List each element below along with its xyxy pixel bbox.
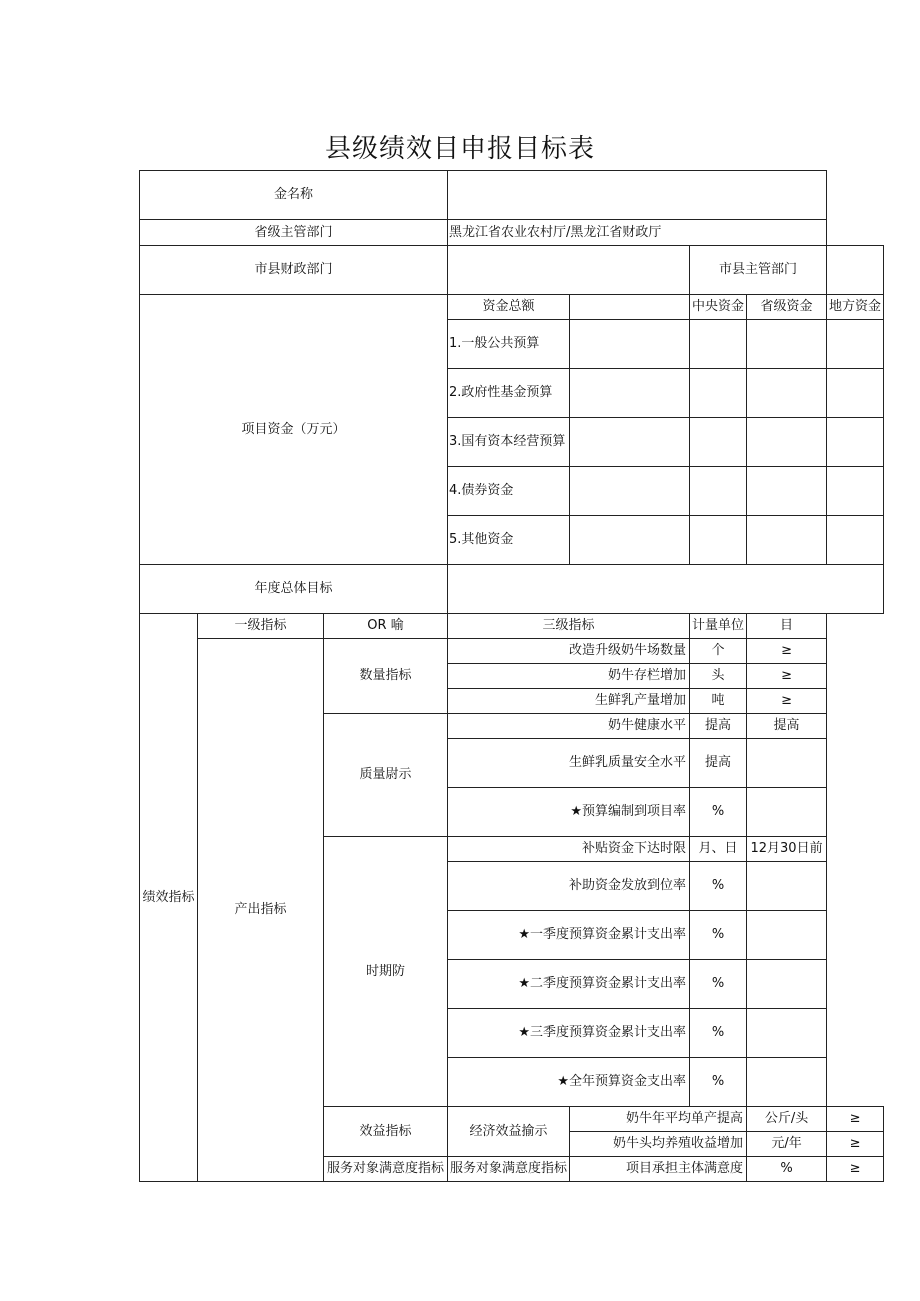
- fund-cell[interactable]: [827, 369, 884, 418]
- fund-row-label: 2.政府性基金预算: [448, 369, 570, 418]
- indicator-unit: %: [747, 1157, 827, 1182]
- service-indicator-l1: 服务对象满意度指标: [324, 1157, 448, 1182]
- indicator-unit: 月、日: [690, 837, 747, 862]
- indicator-target[interactable]: 提高: [747, 714, 827, 739]
- fund-name-value[interactable]: [448, 171, 827, 220]
- indicator-name: ★三季度预算资金累计支出率: [448, 1009, 690, 1058]
- indicator-name: 生鲜乳质量安全水平: [448, 739, 690, 788]
- col-total-value: [570, 295, 690, 320]
- indicator-target[interactable]: ≥: [747, 664, 827, 689]
- col-provincial: 省级资金: [747, 295, 827, 320]
- benefit-indicator: 效益指标: [324, 1107, 448, 1157]
- indicator-target[interactable]: 12月30日前: [747, 837, 827, 862]
- indicator-unit: 头: [690, 664, 747, 689]
- indicator-target[interactable]: ≥: [827, 1157, 884, 1182]
- indicator-name: 改造升级奶牛场数量: [448, 639, 690, 664]
- fund-cell[interactable]: [747, 418, 827, 467]
- fund-cell[interactable]: [570, 320, 690, 369]
- indicator-name: ★全年预算资金支出率: [448, 1058, 690, 1107]
- indicator-name: 奶牛存栏增加: [448, 664, 690, 689]
- indicator-unit: 提高: [690, 714, 747, 739]
- indicator-unit: 个: [690, 639, 747, 664]
- indicator-name: 补贴资金下达时限: [448, 837, 690, 862]
- level2-header: OR 喻: [324, 614, 448, 639]
- indicator-name: ★二季度预算资金累计支出率: [448, 960, 690, 1009]
- fund-cell[interactable]: [827, 516, 884, 565]
- fund-cell[interactable]: [747, 369, 827, 418]
- indicator-target[interactable]: [747, 1058, 827, 1107]
- fund-cell[interactable]: [827, 320, 884, 369]
- fund-cell[interactable]: [570, 516, 690, 565]
- page-title: 县级绩效目申报目标表: [324, 134, 595, 164]
- indicator-unit: 公斤/头: [747, 1107, 827, 1132]
- fund-cell[interactable]: [747, 516, 827, 565]
- fund-cell[interactable]: [827, 467, 884, 516]
- indicator-target[interactable]: ≥: [827, 1107, 884, 1132]
- level1-header: 一级指标: [198, 614, 324, 639]
- fund-cell[interactable]: [827, 418, 884, 467]
- quantity-indicator: 数量指标: [324, 639, 448, 714]
- indicator-unit: 吨: [690, 689, 747, 714]
- fund-cell[interactable]: [570, 467, 690, 516]
- target-header: 目: [747, 614, 827, 639]
- indicator-unit: 提高: [690, 739, 747, 788]
- indicator-unit: %: [690, 911, 747, 960]
- fund-cell[interactable]: [690, 467, 747, 516]
- project-funds-label: 项目资金（万元）: [140, 295, 448, 565]
- annual-goal-value[interactable]: [448, 565, 884, 614]
- indicator-name: ★预算编制到项目率: [448, 788, 690, 837]
- indicator-target[interactable]: ≥: [747, 639, 827, 664]
- city-finance-label: 市县财政部门: [140, 246, 448, 295]
- city-dept-label: 市县主管部门: [690, 246, 827, 295]
- col-total: 资金总额: [448, 295, 570, 320]
- annual-goal-label: 年度总体目标: [140, 565, 448, 614]
- fund-cell[interactable]: [570, 418, 690, 467]
- indicator-target[interactable]: [747, 960, 827, 1009]
- indicator-name: 补助资金发放到位率: [448, 862, 690, 911]
- fund-cell[interactable]: [690, 369, 747, 418]
- output-indicator: 产出指标: [198, 639, 324, 1182]
- indicator-name: 奶牛健康水平: [448, 714, 690, 739]
- perf-label: 绩效指标: [140, 614, 198, 1182]
- fund-row-label: 4.债券资金: [448, 467, 570, 516]
- indicator-unit: %: [690, 1058, 747, 1107]
- indicator-unit: %: [690, 862, 747, 911]
- indicator-name: 奶牛头均养殖收益增加: [570, 1132, 747, 1157]
- city-finance-value[interactable]: [448, 246, 690, 295]
- service-indicator-l2: 服务对象满意度指标: [448, 1157, 570, 1182]
- target-table: [139, 170, 884, 1182]
- indicator-unit: %: [690, 1009, 747, 1058]
- col-local: 地方资金: [827, 295, 884, 320]
- provincial-dept-value: 黑龙江省农业农村厅/黑龙江省财政厅: [448, 220, 827, 246]
- city-dept-value[interactable]: [827, 246, 884, 295]
- economic-benefit-indicator: 经济效益揄示: [448, 1107, 570, 1157]
- indicator-name: 项目承担主体满意度: [570, 1157, 747, 1182]
- unit-header: 计量单位: [690, 614, 747, 639]
- level3-header: 三级指标: [448, 614, 690, 639]
- col-central: 中央资金: [690, 295, 747, 320]
- indicator-name: 奶牛年平均单产提高: [570, 1107, 747, 1132]
- indicator-target[interactable]: [747, 911, 827, 960]
- indicator-name: 生鲜乳产量增加: [448, 689, 690, 714]
- fund-row-label: 3.国有资本经营预算: [448, 418, 570, 467]
- indicator-target[interactable]: [747, 739, 827, 788]
- fund-cell[interactable]: [570, 369, 690, 418]
- fund-cell[interactable]: [747, 320, 827, 369]
- fund-cell[interactable]: [690, 516, 747, 565]
- quality-indicator: 质量尉示: [324, 714, 448, 837]
- provincial-dept-label: 省级主管部门: [140, 220, 448, 246]
- indicator-target[interactable]: ≥: [827, 1132, 884, 1157]
- time-indicator: 时期防: [324, 837, 448, 1107]
- fund-cell[interactable]: [690, 320, 747, 369]
- indicator-target[interactable]: ≥: [747, 689, 827, 714]
- fund-cell[interactable]: [690, 418, 747, 467]
- indicator-target[interactable]: [747, 788, 827, 837]
- fund-name-label: 金名称: [140, 171, 448, 220]
- indicator-unit: %: [690, 788, 747, 837]
- indicator-target[interactable]: [747, 1009, 827, 1058]
- indicator-target[interactable]: [747, 862, 827, 911]
- fund-cell[interactable]: [747, 467, 827, 516]
- indicator-name: ★一季度预算资金累计支出率: [448, 911, 690, 960]
- fund-row-label: 5.其他资金: [448, 516, 570, 565]
- indicator-unit: %: [690, 960, 747, 1009]
- indicator-unit: 元/年: [747, 1132, 827, 1157]
- fund-row-label: 1.一般公共预算: [448, 320, 570, 369]
